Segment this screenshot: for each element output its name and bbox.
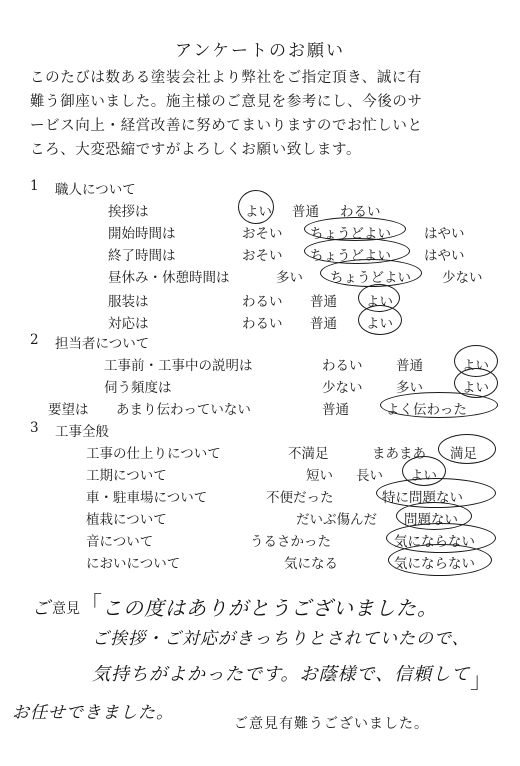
question-label: 音について	[86, 534, 154, 550]
question-label: 対応は	[108, 316, 149, 332]
option: 普通	[396, 358, 423, 374]
option: ちょうどよい	[310, 226, 391, 242]
section-title: 職人について	[55, 182, 136, 198]
selection-circle	[438, 434, 496, 464]
option: 満足	[450, 446, 477, 462]
option: 不便だった	[266, 490, 334, 506]
option: 気にならない	[394, 534, 475, 550]
option: よい	[462, 380, 489, 396]
intro-line: ころ、大変恐縮ですがよろしくお願い致します。	[30, 142, 362, 158]
opinion-handwritten-line: ご挨拶・ご対応がきっちりとされていたので、	[92, 629, 470, 649]
option: だいぶ傷んだ	[296, 512, 377, 528]
option: はやい	[424, 248, 465, 264]
option: よい	[366, 316, 393, 332]
option: はやい	[424, 226, 465, 242]
question-label: 服装は	[108, 294, 149, 310]
section-number: 3	[30, 420, 39, 436]
question-label: においについて	[86, 556, 181, 572]
opinion-open-bracket: 「	[80, 593, 103, 618]
option: 気にならない	[394, 556, 475, 572]
intro-line: ービス向上・経営改善に努めてまいりますのでお忙しいと	[30, 118, 423, 134]
option: わるい	[242, 316, 283, 332]
question-label: 昼休み・休憩時間は	[108, 270, 230, 286]
question-label: 開始時間は	[108, 226, 176, 242]
option: よい	[366, 294, 393, 310]
question-label: 工事前・工事中の説明は	[104, 358, 253, 374]
option: よく伝わった	[386, 402, 467, 418]
option: 普通	[322, 402, 349, 418]
option: わるい	[322, 358, 363, 374]
option: よい	[462, 358, 489, 374]
option: 少ない	[442, 270, 483, 286]
intro-line: このたびは数ある塗装会社より弊社をご指定頂き、誠に有	[30, 70, 423, 86]
option: 普通	[310, 294, 337, 310]
option: 特に問題ない	[382, 490, 463, 506]
option: まあまあ	[372, 446, 426, 462]
option: 短い	[306, 468, 333, 484]
section-title: 担当者について	[55, 336, 150, 352]
question-label: 挨拶は	[108, 204, 149, 220]
option: 普通	[292, 204, 319, 220]
option: おそい	[242, 248, 283, 264]
option: うるさかった	[250, 534, 331, 550]
question-label: 終了時間は	[108, 248, 176, 264]
section-number: 1	[30, 178, 39, 194]
opinion-label: 意見	[52, 601, 80, 617]
option: おそい	[242, 226, 283, 242]
section-title: 工事全般	[55, 424, 109, 440]
selection-circle	[238, 190, 274, 224]
option: 不満足	[288, 446, 329, 462]
footer-thanks: ご意見有難うございました。	[234, 716, 429, 732]
option: 少ない	[322, 380, 363, 396]
opinion-handwritten-mark: ご	[32, 598, 51, 619]
opinion-handwritten-line: この度はありがとうございました。	[102, 596, 438, 620]
opinion-close-bracket: 」	[470, 669, 493, 694]
option: 多い	[276, 270, 303, 286]
selection-circle	[358, 305, 402, 335]
option: あまり伝わっていない	[116, 402, 251, 418]
question-label: 要望は	[48, 402, 89, 418]
option: 気になる	[284, 556, 338, 572]
intro-line: 難う御座いました。施主様のご意見を参考にし、今後のサ	[30, 94, 423, 110]
option: ちょうどよい	[310, 248, 391, 264]
selection-circle	[388, 544, 492, 576]
question-label: 車・駐車場について	[86, 490, 208, 506]
option: よい	[245, 204, 272, 220]
opinion-handwritten-line: 気持ちがよかったです。お蔭様で、信頼して	[92, 664, 471, 685]
option: わるい	[242, 294, 283, 310]
question-label: 工期について	[86, 468, 167, 484]
page-title: アンケートのお願い	[175, 41, 345, 61]
section-number: 2	[30, 332, 39, 348]
option: ちょうどよい	[330, 270, 411, 286]
option: 普通	[310, 316, 337, 332]
selection-circle	[380, 392, 498, 418]
question-label: 工事の仕上りについて	[86, 446, 221, 462]
question-label: 伺う頻度は	[104, 380, 172, 396]
option: 多い	[396, 380, 423, 396]
option: 問題ない	[404, 512, 458, 528]
opinion-handwritten-line: お任せできました。	[12, 703, 174, 723]
option: よい	[410, 468, 437, 484]
selection-circle	[320, 259, 422, 287]
option: 長い	[356, 468, 383, 484]
option: わるい	[340, 204, 381, 220]
question-label: 植栽について	[86, 512, 167, 528]
